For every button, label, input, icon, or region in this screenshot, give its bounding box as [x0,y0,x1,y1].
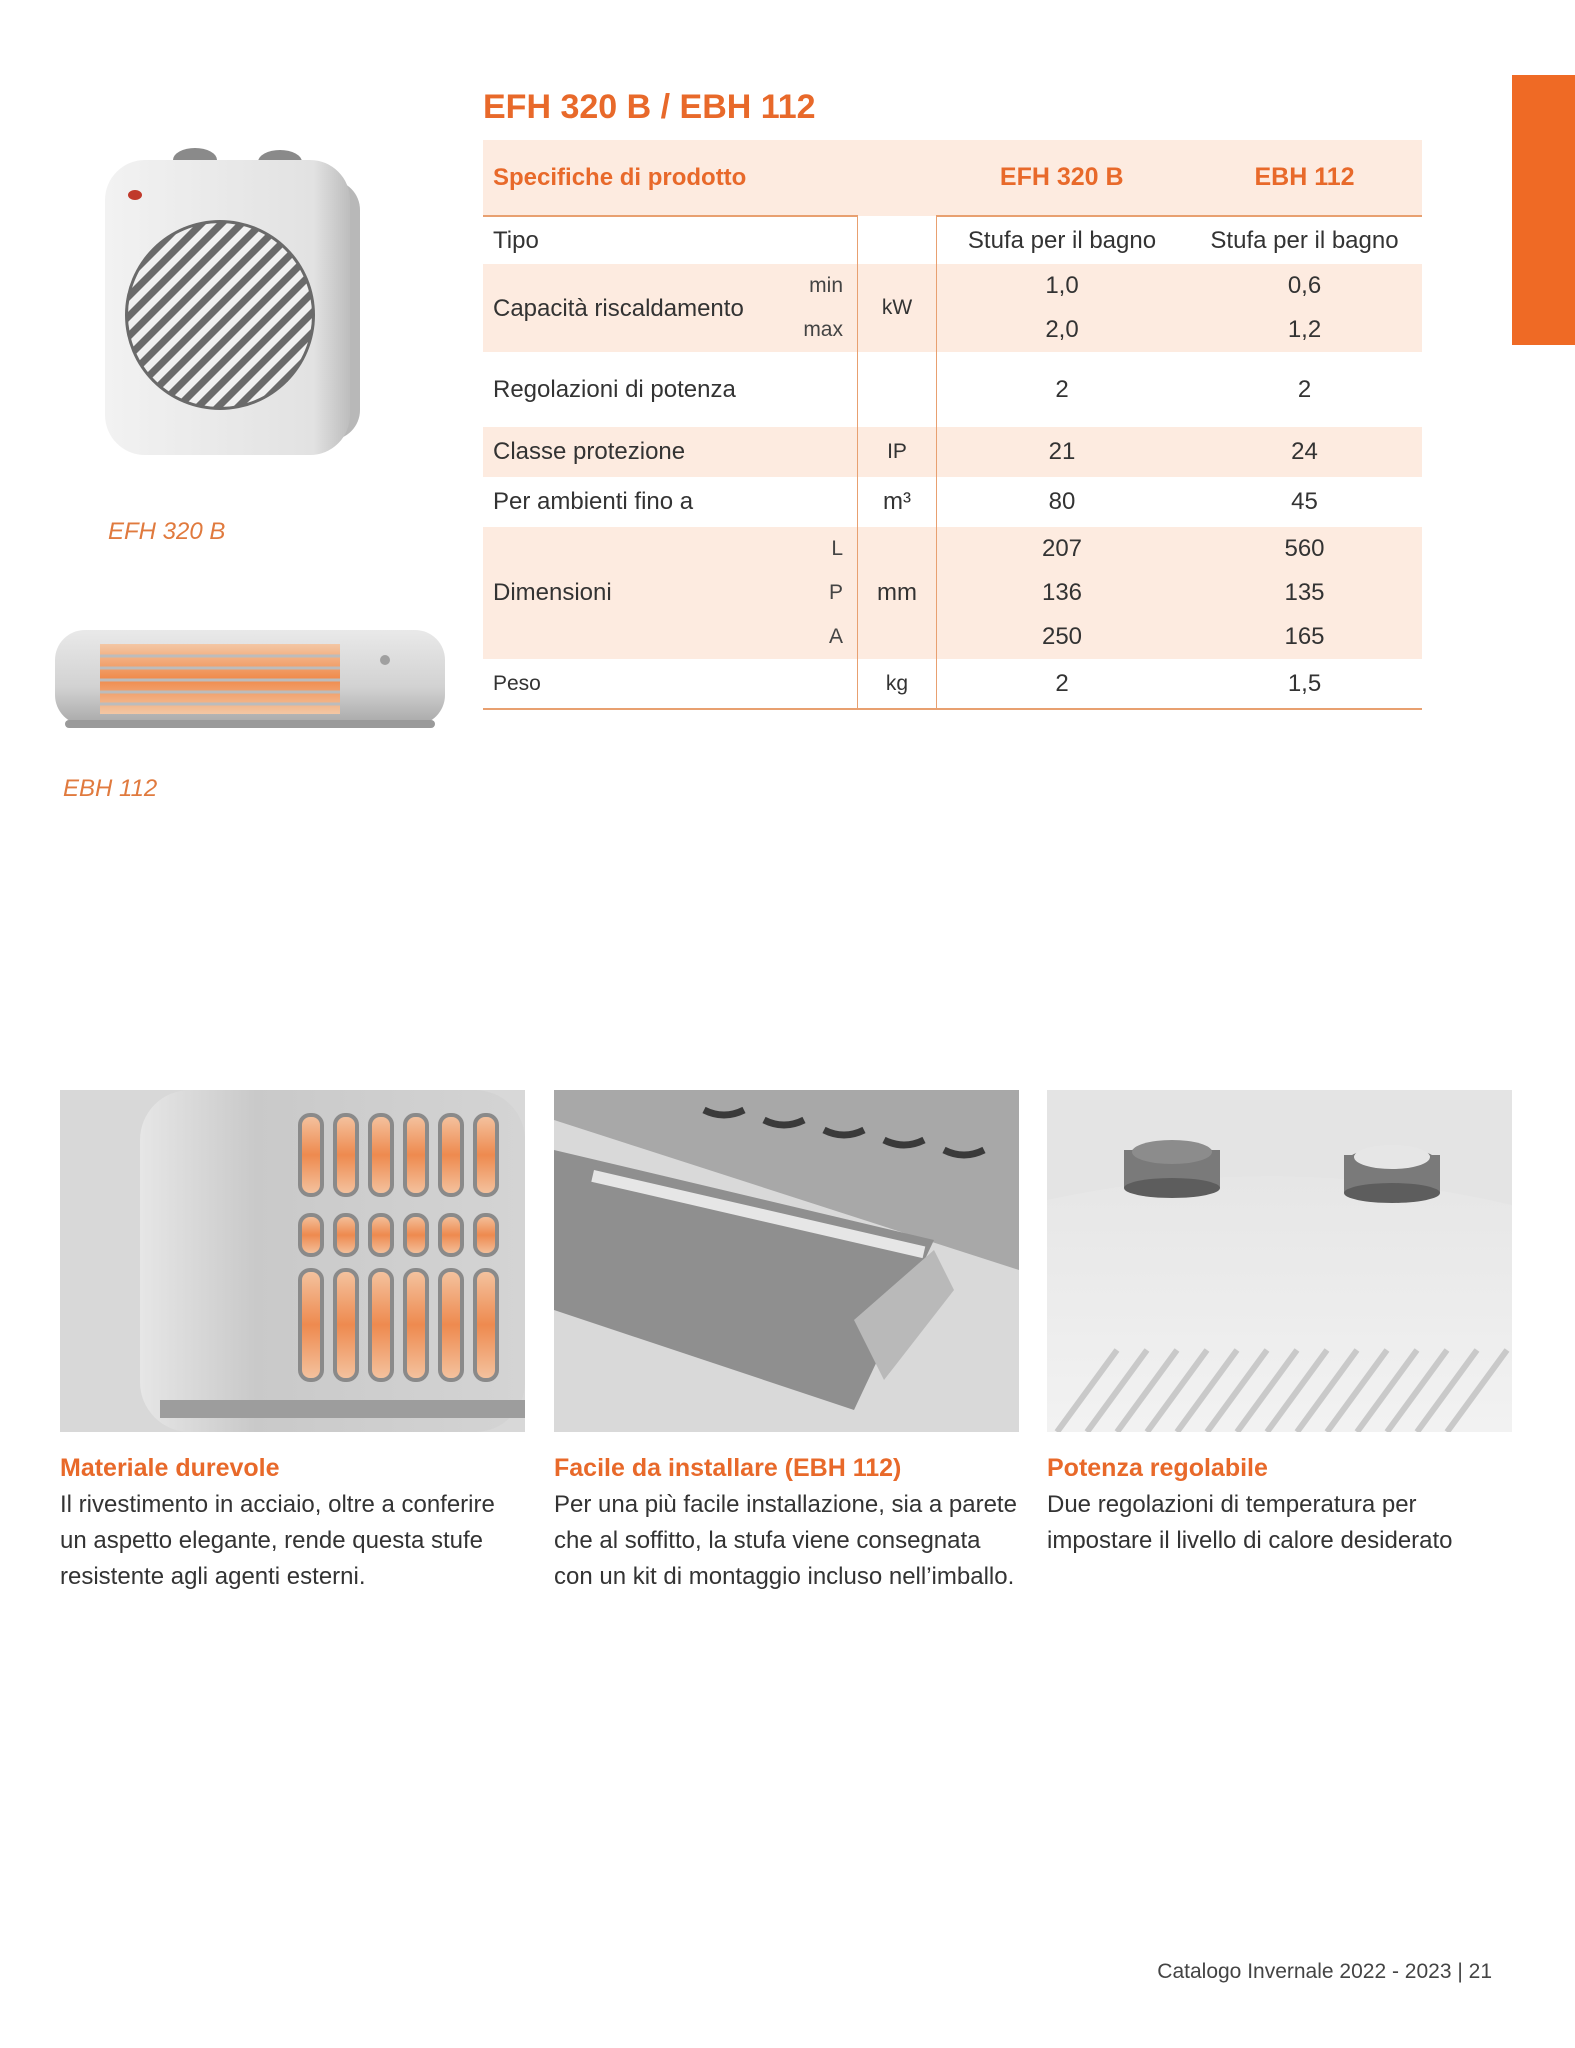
table-header-row [483,140,1422,216]
feature-durable [60,1090,525,1595]
feature-text: Il rivestimento in acciaio, oltre a conferire un aspetto elegante, rende questa stufe resistente agli agenti esterni. [60,1491,495,1590]
table-row: Tipo Stufa per il bagno Stufa per il bagno [483,216,1422,264]
header-col2: EBH 112 [1187,140,1422,216]
table-row: Per ambienti fino a m³ 80 45 [483,477,1422,527]
feature-title: Potenza regolabile [1047,1454,1268,1482]
header-spec: Specifiche di prodotto [483,140,858,216]
feature-install [554,1090,1019,1595]
page-footer: Catalogo Invernale 2022 - 2023 | 21 [1157,1960,1492,1983]
feature-text: Per una più facile installazione, sia a parete che al soffitto, la stufa viene consegnata con un kit di montaggio incluso nell’imballo. [554,1491,1017,1590]
feature-title: Facile da installare (EBH 112) [554,1454,902,1482]
table-row: Dimensioni L P A mm 207 136 250 560 135 165 [483,527,1422,659]
feature-image-steel [60,1090,525,1432]
spec-title: EFH 320 B / EBH 112 [483,88,816,126]
table-row: Capacità riscaldamento min max kW 1,0 2,0 0,6 1,2 [483,264,1422,352]
feature-image-knobs [1047,1090,1512,1432]
feature-power [1047,1090,1512,1559]
feature-title: Materiale durevole [60,1454,280,1482]
quartz-heater-image [55,620,445,740]
fan-heater-image [95,140,375,480]
feature-text: Due regolazioni di temperatura per impostare il livello di calore desiderato [1047,1491,1453,1554]
feature-image-mount [554,1090,1019,1432]
table-row: Classe protezione IP 21 24 [483,427,1422,477]
accent-bar [1512,75,1575,345]
spec-table [483,140,1422,710]
product-caption-ebh: EBH 112 [63,775,158,802]
product-caption-efh: EFH 320 B [108,518,226,545]
table-row: Peso kg 2 1,5 [483,659,1422,709]
header-col1: EFH 320 B [937,140,1188,216]
table-row: Regolazioni di potenza 2 2 [483,352,1422,427]
